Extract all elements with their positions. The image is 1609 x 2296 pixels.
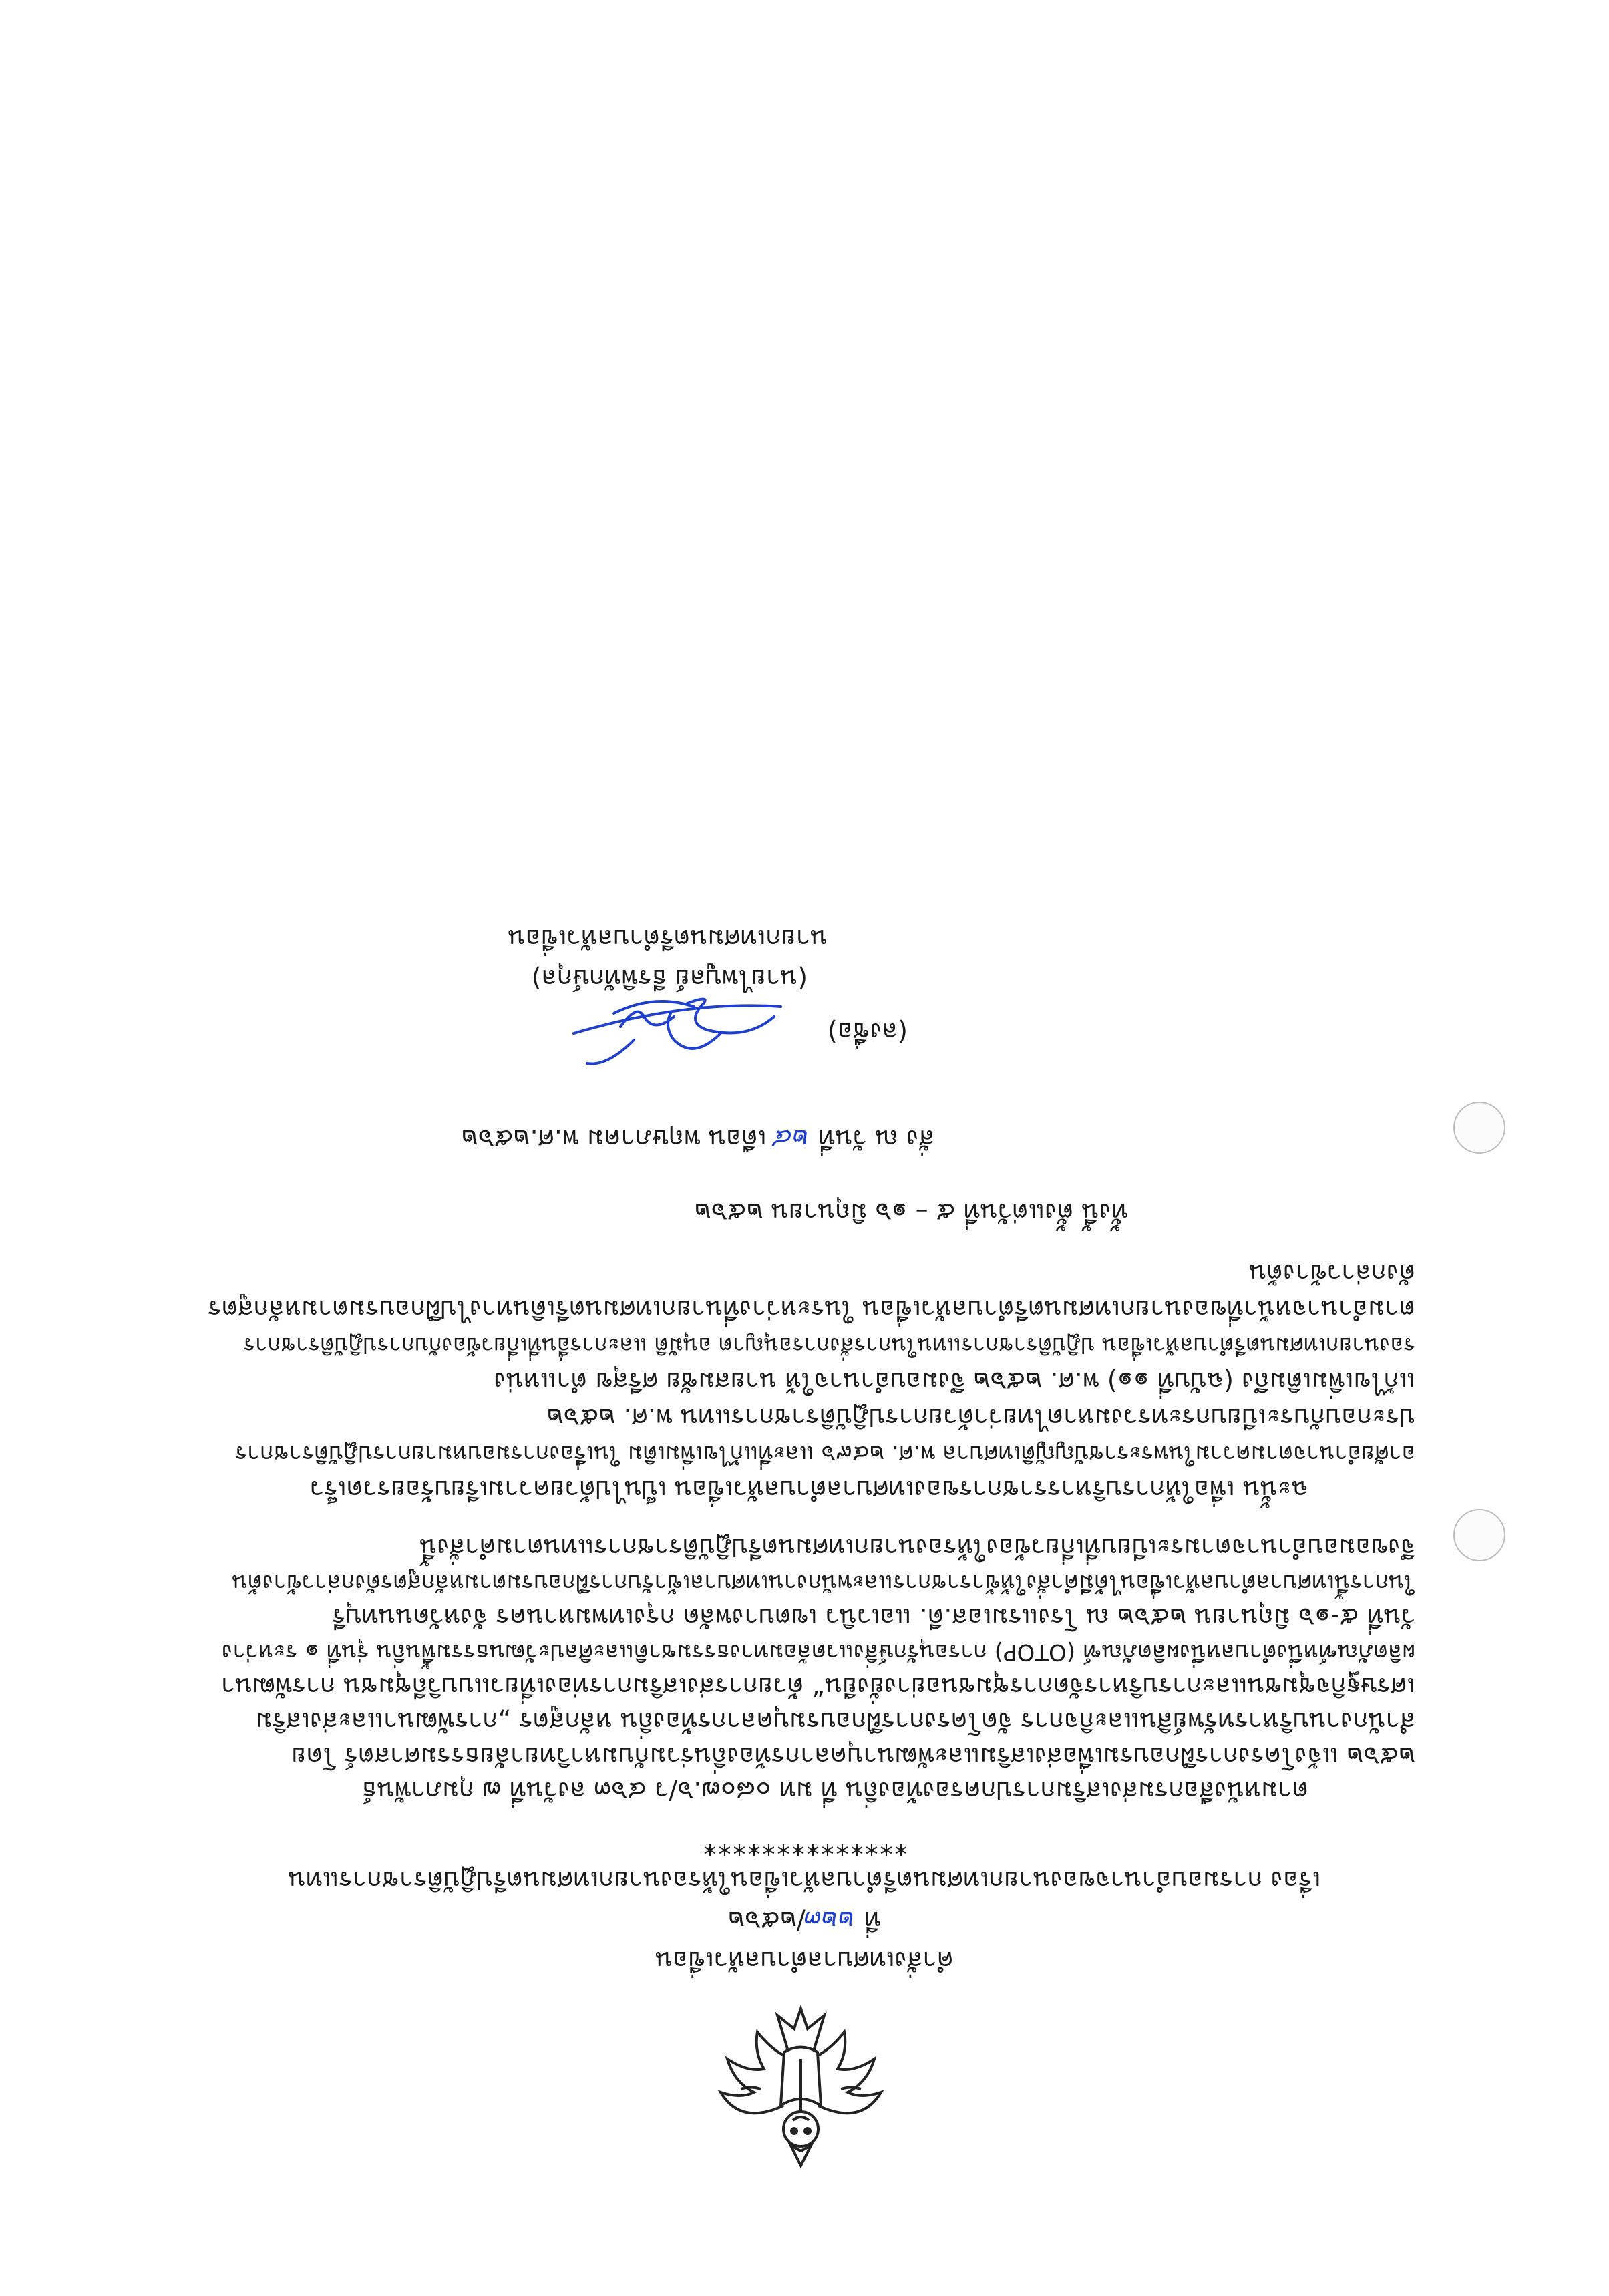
- signed-label: (ลงชื่อ): [827, 1017, 908, 1047]
- paragraph-line: ดังกล่าวข้างต้น: [1249, 1259, 1415, 1288]
- body-paragraph-2: [160, 1255, 1415, 1508]
- paragraph-line: ประกอบกับระเบียบกระทรวงมหาดไทยว่าด้วยการปฏิบัติราชการแทน พ.ศ. ๒๕๖๒: [546, 1403, 1415, 1432]
- signer-name: (นายไพบูลย์ ธีรพิทักษ์กุล): [531, 964, 808, 993]
- effective-period: ทั้งนี้ ตั้งแต่วันที่ ๕ – ๑๖ มิถุนายน ๒๕๖๒: [694, 1198, 1128, 1227]
- paragraph-line: ในการนี้เทศบาลตำบลหัวเขื่อนได้มีคำสั่งให้ข้าราชการและพนักงานเทศบาลเข้ารับการฝึกอบรมตามหลักสูตรดังกล่าวข้างต้น: [232, 1569, 1415, 1596]
- paragraph-line: ตามหนังสือกรมส่งเสริมการปกครองท้องถิ่น ที่ มท ๐๘๐๗.๖/ว ๔๖๓ ลงวันที่ ๗ กุมภาพันธ์: [361, 1776, 1308, 1806]
- paragraph-line: ฉะนั้น เพื่อให้การบริหารราชการของเทศบาลตำบลหัวเขื่อน เป็นไปด้วยความเรียบร้อยรวดเร็ว: [309, 1475, 1308, 1504]
- punch-hole-icon: [1453, 1102, 1505, 1154]
- paragraph-line: รองนายกเทศมนตรีตำบลหัวเขื่อน ปฏิบัติราชการแทนในการสั่งการอนุญาต อนุมัติ และการอื่นที่เกี่ยวข้องกับการปฏิบัติราชการ: [243, 1333, 1415, 1359]
- paragraph-line: วันที่ ๕-๑๖ มิถุนายน ๒๕๖๒ ณ โรงแรมเอส.ดี. แอเวนิว เขตบางพลัด กรุงเทพมหานคร จังหวัดนนทบุรี: [331, 1603, 1415, 1632]
- body-paragraph-1: [160, 1530, 1415, 1808]
- punch-hole-icon: [1453, 1509, 1505, 1561]
- paragraph-line: ตามอำนาจหน้าที่ของนายกเทศมนตรีตำบลหัวเขื่อน ในระหว่างที่นายกเทศมนตรีเดินทางไปฝึกอบรมตามหลักสูตร: [208, 1295, 1415, 1324]
- handwritten-day: ๒๔: [774, 1124, 811, 1154]
- paragraph-line: เศรษฐกิจชุมชนและการบริหารจัดการชุมชนอย่างยั่งยืน“ ด้วยการส่งเสริมการท่องเที่ยวแบบวิถีชุมชน การพัฒนา: [220, 1672, 1415, 1701]
- separator: **************: [701, 1831, 908, 1860]
- paragraph-line: อาศัยอำนาจตามความในพระราชบัญญัติเทศบาล พ.ศ. ๒๔๙๖ และที่แก้ไขเพิ่มเติม ในเรื่องการมอบหมายการปฏิบัติราชการ: [234, 1440, 1415, 1467]
- paragraph-line: ๒๕๖๒ แจ้งโครงการฝึกอบรมเพื่อส่งเสริมและพัฒนาบุคลากรท้องถิ่นร่วมกับมหาวิทยาลัยธรรมศาสตร์ โดย: [291, 1742, 1415, 1771]
- paragraph-line: สำนักงานบริหารทรัพย์สินและกิจการ จัดโครงการฝึกอบรมบุคลากรท้องถิ่น หลักสูตร „การพัฒนาและส่งเสริม: [255, 1707, 1415, 1736]
- paragraph-line: ผลิตภัณฑ์หนึ่งตำบลหนึ่งผลิตภัณฑ์ (OTOP) การอนุรักษ์สิ่งแวดล้อมทางธรรมชาติและศิลปะวัฒนธรรมพื้นถิ่น รุ่นที่ ๑ ระหว่าง: [221, 1639, 1415, 1665]
- handwritten-number: ๒๒๓: [805, 1906, 856, 1935]
- order-number: ที่ ๒๒๓/๒๕๖๒: [728, 1906, 882, 1935]
- signer-title: นายกเทศมนตรีตำบลหัวเขื่อน: [508, 924, 828, 953]
- subject-line: เรื่อง การมอบอำนาจของนายกเทศมนตรีตำบลหัวเขื่อนให้รองนายกเทศมนตรีปฏิบัติราชการแทน: [288, 1866, 1321, 1895]
- order-date: สั่ง ณ วันที่ ๒๔ เดือน พฤษภาคม พ.ศ.๒๕๖๒: [461, 1124, 934, 1154]
- signature-icon: [567, 980, 787, 1080]
- garuda-emblem-icon: [701, 1992, 901, 2192]
- paragraph-line: จึงขอมอบอำนาจตามระเบียบที่เกี่ยวข้องให้รองนายกเทศมนตรีปฏิบัติราชการแทนตามคำสั่งนี้: [419, 1533, 1415, 1563]
- org-heading: คำสั่งเทศบาลตำบลหัวเขื่อน: [655, 1946, 954, 1975]
- paragraph-line: แก้ไขเพิ่มเติมถึง (ฉบับที่ ๑๑) พ.ศ. ๒๕๖๒ จึงมอบอำนาจให้ นายสมชัย ศรีสุข ตำแหน่ง: [494, 1367, 1415, 1396]
